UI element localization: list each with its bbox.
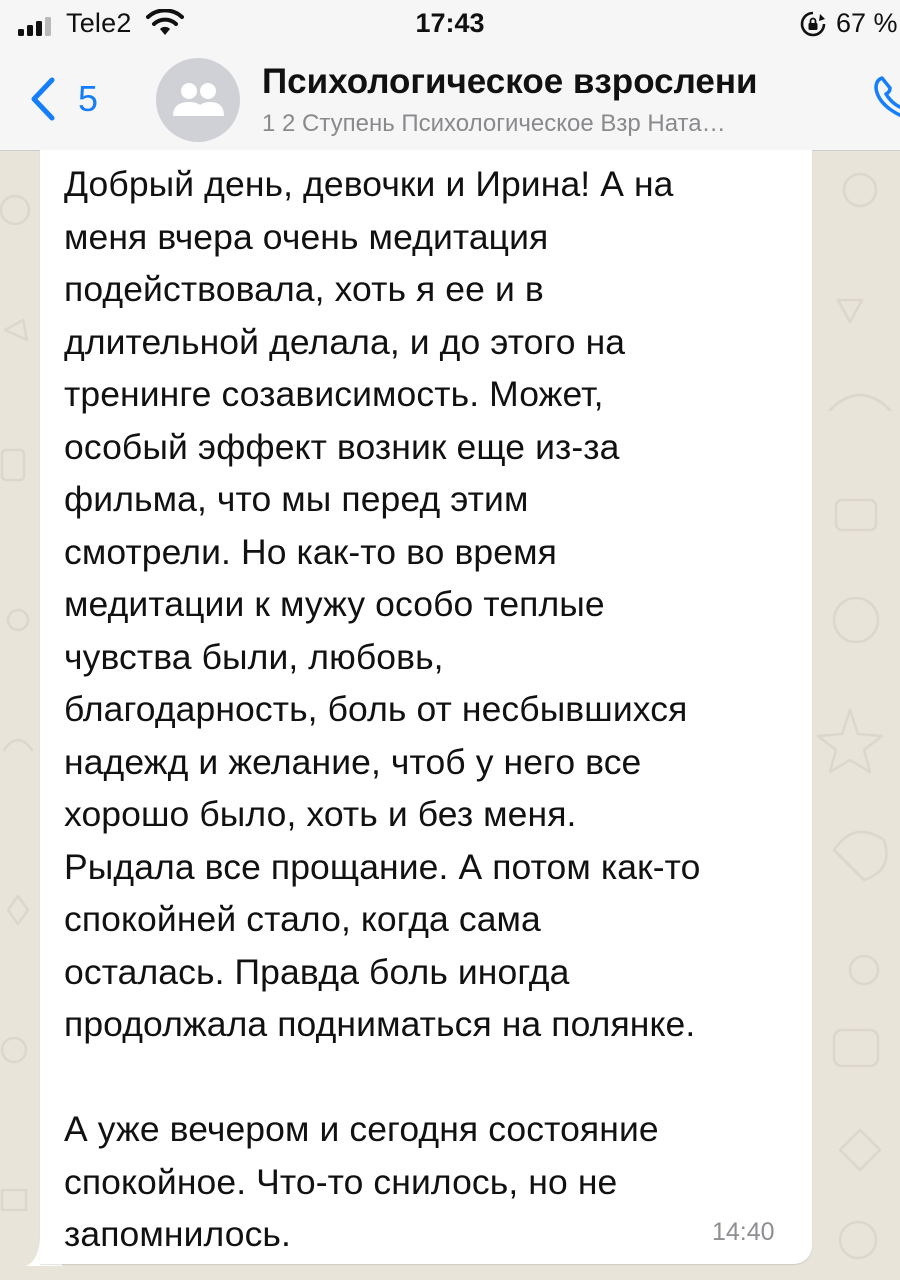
chat-header: [0, 50, 900, 151]
carrier-name: Tele2: [66, 8, 132, 38]
back-chevron-icon: [26, 76, 60, 122]
status-time: 17:43: [415, 8, 485, 38]
message-bubble[interactable]: [40, 150, 812, 1264]
group-avatar-icon: [170, 80, 226, 120]
chat-title[interactable]: Психологическое взрослени: [262, 62, 758, 101]
group-avatar[interactable]: [156, 58, 240, 142]
message-timestamp: 14:40: [712, 1218, 775, 1246]
status-bar: [0, 0, 900, 50]
back-button[interactable]: [26, 74, 98, 124]
chat-members[interactable]: 1 2 Ступень Психологическое Взр Ната…: [262, 110, 726, 137]
message-text: Добрый день, девочки и Ирина! А на меня вчера очень медитация подействовала, хоть я ее и в длительной делала, и до этого на тренинге созависимость. Может, особый эффект возник еще из-за фильма, что мы перед этим смотрели. Но как-то во время медитации к мужу особо теплые чувства были, любовь, благодарность, боль от несбывшихся надежд и желание, чтоб у него все хорошо было, хоть и без меня. Рыдала все прощание. А потом как-то спокойней стало, когда сама осталась. Правда боль иногда продолжала подниматься на полянке. А уже вечером и сегодня состояние спокойное. Что-то снилось, но не запомнилось.: [64, 164, 701, 1254]
phone-icon[interactable]: [872, 74, 900, 122]
battery-percent: 67 %: [836, 8, 898, 38]
unread-count: 5: [78, 78, 99, 119]
rotation-lock-icon: [800, 11, 826, 37]
